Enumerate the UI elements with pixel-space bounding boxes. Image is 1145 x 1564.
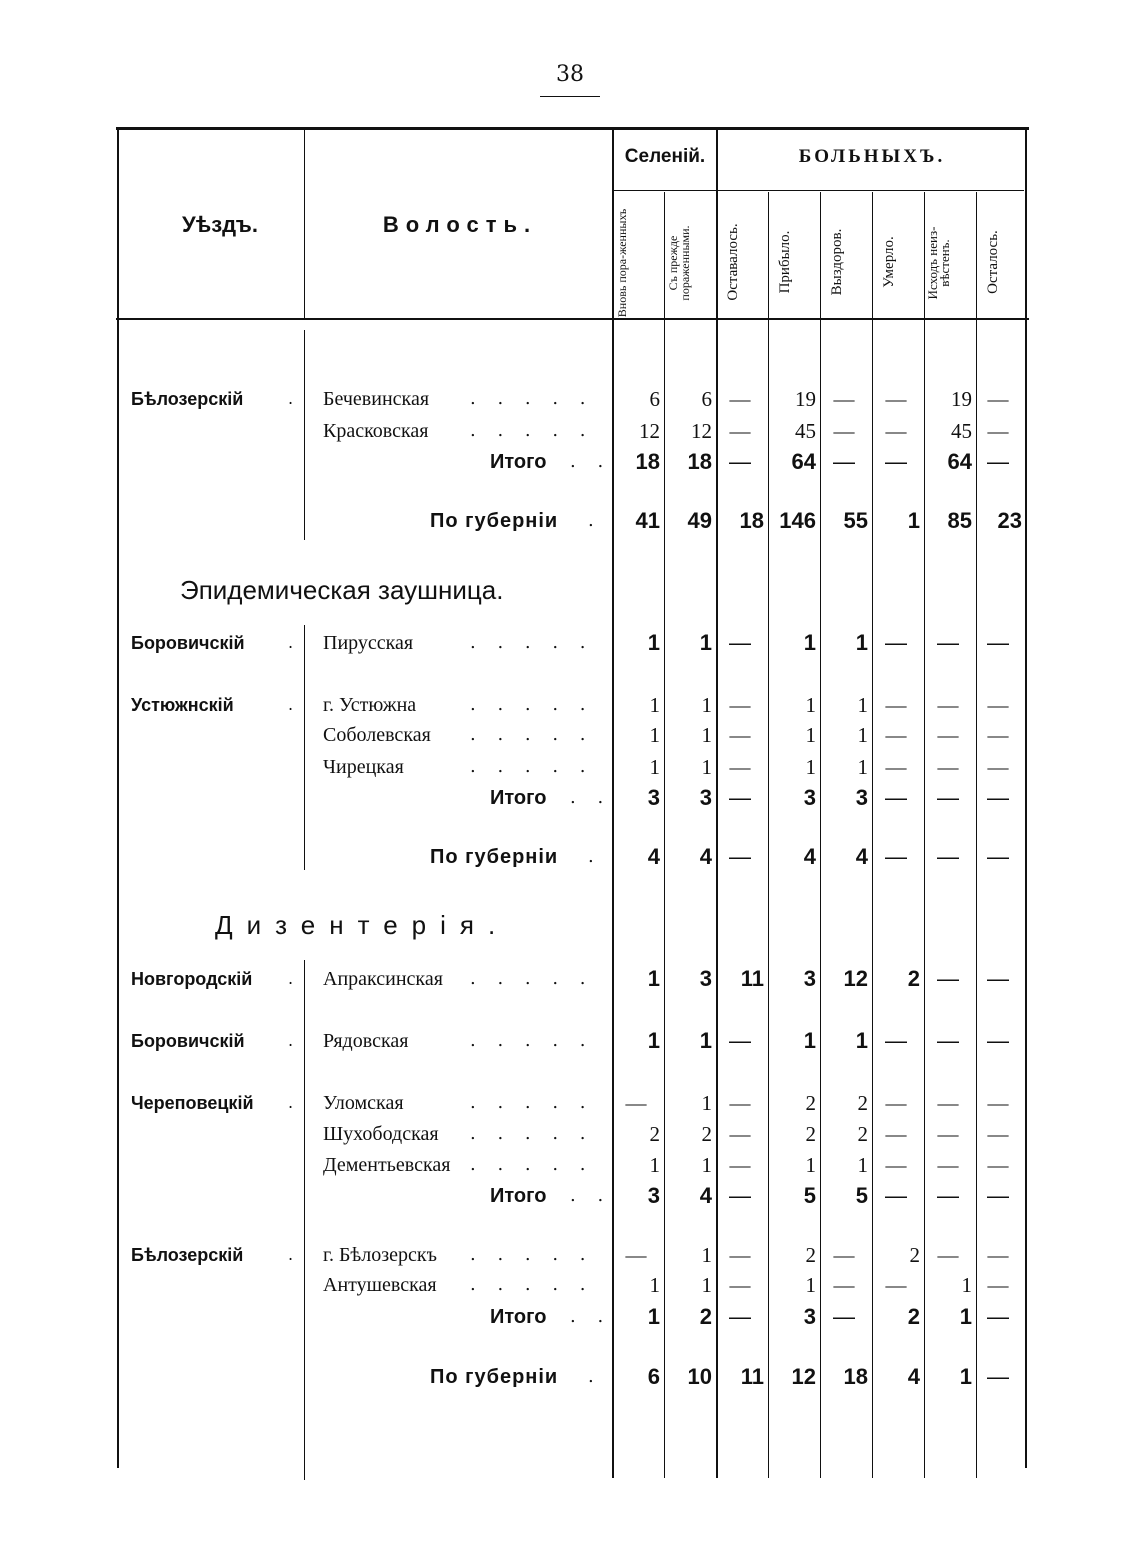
cell-value: 1: [647, 1304, 660, 1329]
cell-value: —: [987, 1243, 1009, 1267]
leader-dots: . .: [570, 1185, 612, 1206]
leader-dots: . . . . .: [470, 420, 594, 441]
cell-value: —: [729, 844, 751, 869]
cell-value: —: [987, 1122, 1009, 1146]
cell-value: 1: [699, 630, 712, 655]
table-row: [0, 752, 1145, 782]
cell-value: —: [987, 1091, 1009, 1115]
cell-value: —: [987, 844, 1009, 869]
cell-value: —: [729, 387, 751, 411]
leader-dots: . . . . .: [470, 1030, 594, 1051]
cell-value: 18: [687, 449, 712, 474]
cell-value: 1: [647, 630, 660, 655]
cell-value: —: [937, 630, 959, 655]
cell-value: —: [987, 693, 1009, 717]
cell-value: 2: [805, 1122, 816, 1146]
cell-value: —: [885, 1122, 907, 1146]
cell-value: —: [937, 966, 959, 991]
cell-value: —: [833, 387, 855, 411]
header-col-pribylo: Прибыло.: [777, 230, 793, 294]
leader-dots: .: [588, 1366, 602, 1387]
table-row: [0, 783, 1145, 813]
cell-value: 3: [803, 1304, 816, 1329]
header-volost: Волость.: [382, 212, 538, 237]
cell-value: 1: [857, 693, 868, 717]
cell-value: —: [987, 1364, 1009, 1389]
cell-value: 1: [701, 1273, 712, 1297]
cell-value: 12: [791, 1364, 816, 1389]
cell-value: —: [987, 1273, 1009, 1297]
volost-name: Рядовская: [323, 1030, 409, 1052]
itogo-label: Итого: [490, 1185, 547, 1207]
leader-dots: . .: [570, 787, 612, 808]
cell-value: 49: [687, 508, 712, 533]
cell-value: —: [987, 1183, 1009, 1208]
leader-dots: . . . . .: [470, 756, 594, 777]
table-row: [0, 447, 1145, 477]
cell-value: 1: [805, 723, 816, 747]
gubernia-total-label: По губерніи: [430, 510, 559, 532]
table-row: [0, 1181, 1145, 1211]
page-number: 38: [556, 62, 584, 87]
table-row: [0, 1270, 1145, 1300]
cell-value: —: [729, 723, 751, 747]
cell-value: —: [729, 755, 751, 779]
cell-value: —: [937, 693, 959, 717]
table-row: [0, 628, 1145, 658]
cell-value: 1: [961, 1273, 972, 1297]
header-col-vyzdorov: Выздоров.: [829, 228, 845, 296]
cell-value: 85: [947, 508, 972, 533]
cell-value: 3: [699, 785, 712, 810]
volost-name: Пирусская: [323, 632, 414, 654]
table-row: [0, 1302, 1145, 1332]
cell-value: 11: [740, 1364, 764, 1389]
cell-value: —: [987, 723, 1009, 747]
uezd-name: Боровичскій: [131, 1031, 245, 1051]
table-row: [0, 690, 1145, 720]
volost-name: Дементьевская: [323, 1154, 451, 1176]
cell-value: 3: [803, 785, 816, 810]
cell-value: —: [937, 1183, 959, 1208]
cell-value: —: [937, 844, 959, 869]
cell-value: —: [987, 755, 1009, 779]
cell-value: —: [729, 693, 751, 717]
leader-dot: .: [288, 1093, 294, 1112]
cell-value: —: [729, 1273, 751, 1297]
table-row: [0, 384, 1145, 414]
cell-value: —: [885, 693, 907, 717]
table-row: [0, 1240, 1145, 1270]
cell-value: 11: [740, 966, 764, 991]
leader-dot: .: [288, 1031, 294, 1050]
cell-value: —: [885, 1153, 907, 1177]
cell-value: 12: [639, 419, 660, 443]
leader-dots: .: [588, 846, 602, 867]
leader-dots: . . . . .: [470, 1244, 594, 1265]
uezd-volost-rule: [304, 128, 305, 318]
cell-value: —: [729, 785, 751, 810]
cell-value: —: [937, 755, 959, 779]
cell-value: —: [885, 419, 907, 443]
cell-value: —: [937, 723, 959, 747]
cell-value: 1: [805, 693, 816, 717]
cell-value: 2: [649, 1122, 660, 1146]
header-col-vnov: Вновь пора-женныхъ: [615, 208, 629, 318]
cell-value: —: [885, 1028, 907, 1053]
cell-value: 41: [635, 508, 660, 533]
cell-value: 45: [795, 419, 816, 443]
cell-value: 5: [803, 1183, 816, 1208]
cell-value: —: [987, 1304, 1009, 1329]
cell-value: 1: [857, 723, 868, 747]
table-row: [0, 506, 1145, 536]
cell-value: 1: [649, 693, 660, 717]
cell-value: 3: [803, 966, 816, 991]
cell-value: —: [987, 630, 1009, 655]
cell-value: 5: [855, 1183, 868, 1208]
header-col-iskhod: Исходъ неиз-вѣстенъ.: [925, 226, 952, 300]
cell-value: 1: [857, 755, 868, 779]
cell-value: 64: [791, 449, 816, 474]
cell-value: —: [987, 1153, 1009, 1177]
cell-value: 4: [907, 1364, 920, 1389]
cell-value: —: [987, 785, 1009, 810]
itogo-label: Итого: [490, 1306, 547, 1328]
header-col-ostalos: Осталось.: [985, 230, 1001, 294]
cell-value: —: [937, 1243, 959, 1267]
header-col-ostavalos: Оставалось.: [725, 223, 741, 301]
cell-value: —: [729, 1304, 751, 1329]
seleniy-underline: [612, 190, 716, 191]
volost-name: г. Бѣлозерскъ: [323, 1244, 437, 1266]
leader-dots: . . . . .: [470, 388, 594, 409]
cell-value: —: [987, 419, 1009, 443]
section-title-zaushnitsa: Эпидемическая заушница.: [180, 575, 504, 605]
cell-value: 1: [857, 1153, 868, 1177]
cell-value: —: [729, 1183, 751, 1208]
cell-value: 1: [855, 630, 868, 655]
cell-value: —: [885, 1183, 907, 1208]
cell-value: 2: [805, 1243, 816, 1267]
cell-value: —: [885, 755, 907, 779]
cell-value: 1: [855, 1028, 868, 1053]
cell-value: —: [833, 449, 855, 474]
leader-dots: . . . . .: [470, 632, 594, 653]
leader-dot: .: [288, 389, 294, 408]
cell-value: 19: [951, 387, 972, 411]
cell-value: 2: [907, 966, 920, 991]
cell-value: 3: [647, 785, 660, 810]
volost-name: Соболевская: [323, 724, 431, 746]
table-row: [0, 1026, 1145, 1056]
cell-value: —: [729, 630, 751, 655]
cell-value: 1: [805, 1153, 816, 1177]
table-row: [0, 1362, 1145, 1392]
cell-value: —: [937, 1122, 959, 1146]
uezd-name: Бѣлозерскій: [131, 1245, 244, 1265]
cell-value: 2: [699, 1304, 712, 1329]
cell-value: 1: [701, 755, 712, 779]
cell-value: 18: [843, 1364, 868, 1389]
cell-value: —: [885, 723, 907, 747]
header-bolnykh: БОЛЬНЫХЪ.: [798, 146, 946, 167]
cell-value: 55: [843, 508, 868, 533]
cell-value: —: [937, 1091, 959, 1115]
cell-value: 2: [909, 1243, 920, 1267]
uezd-name: Бѣлозерскій: [131, 389, 244, 409]
table-row: [0, 964, 1145, 994]
leader-dots: . .: [570, 451, 612, 472]
gubernia-total-label: По губерніи: [430, 1366, 559, 1388]
cell-value: —: [885, 1091, 907, 1115]
cell-value: —: [885, 1273, 907, 1297]
cell-value: 3: [699, 966, 712, 991]
cell-value: 2: [701, 1122, 712, 1146]
cell-value: 19: [795, 387, 816, 411]
cell-value: 1: [805, 755, 816, 779]
cell-value: 2: [857, 1091, 868, 1115]
cell-value: —: [885, 387, 907, 411]
cell-value: 1: [701, 1243, 712, 1267]
cell-value: 6: [647, 1364, 660, 1389]
itogo-label: Итого: [490, 451, 547, 473]
cell-value: 4: [647, 844, 660, 869]
uezd-name: Череповецкій: [131, 1093, 254, 1113]
cell-value: 45: [951, 419, 972, 443]
cell-value: 4: [699, 1183, 712, 1208]
cell-value: —: [833, 1304, 855, 1329]
cell-value: —: [729, 419, 751, 443]
cell-value: —: [729, 1243, 751, 1267]
cell-value: 23: [997, 508, 1022, 533]
cell-value: —: [937, 1153, 959, 1177]
cell-value: 1: [803, 1028, 816, 1053]
bolnykh-underline: [718, 190, 1024, 191]
cell-value: 3: [647, 1183, 660, 1208]
table-row: [0, 720, 1145, 750]
leader-dots: . . . . .: [470, 968, 594, 989]
cell-value: 1: [701, 1091, 712, 1115]
cell-value: 1: [647, 1028, 660, 1053]
table-row: [0, 1150, 1145, 1180]
cell-value: —: [625, 1091, 647, 1115]
cell-value: 10: [687, 1364, 712, 1389]
cell-value: 1: [649, 1273, 660, 1297]
volost-name: г. Устюжна: [323, 694, 417, 716]
table-row: [0, 1119, 1145, 1149]
cell-value: 1: [803, 630, 816, 655]
leader-dot: .: [288, 633, 294, 652]
cell-value: 1: [907, 508, 920, 533]
cell-value: —: [885, 785, 907, 810]
cell-value: 2: [907, 1304, 920, 1329]
volost-name: Шухободская: [323, 1123, 439, 1145]
leader-dots: . . . . .: [470, 1274, 594, 1295]
cell-value: 1: [649, 723, 660, 747]
gubernia-total-label: По губерніи: [430, 846, 559, 868]
cell-value: 1: [699, 1028, 712, 1053]
cell-value: 4: [699, 844, 712, 869]
uezd-name: Устюжнскій: [131, 695, 234, 715]
cell-value: 1: [701, 723, 712, 747]
leader-dot: .: [288, 1245, 294, 1264]
cell-value: 18: [739, 508, 764, 533]
cell-value: 12: [843, 966, 868, 991]
table-row: [0, 416, 1145, 446]
leader-dots: . . . . .: [470, 694, 594, 715]
cell-value: 6: [649, 387, 660, 411]
cell-value: —: [987, 449, 1009, 474]
page-number-underline: [540, 96, 600, 97]
header-col-umerlo: Умерло.: [881, 236, 897, 288]
cell-value: 6: [701, 387, 712, 411]
cell-value: 4: [803, 844, 816, 869]
itogo-label: Итого: [490, 787, 547, 809]
leader-dot: .: [288, 969, 294, 988]
cell-value: —: [833, 419, 855, 443]
volost-name: Бечевинская: [323, 388, 430, 410]
volost-name: Красковская: [323, 420, 429, 442]
cell-value: 2: [857, 1122, 868, 1146]
cell-value: 64: [947, 449, 972, 474]
table-row: [0, 842, 1145, 872]
cell-value: —: [885, 844, 907, 869]
cell-value: —: [885, 630, 907, 655]
cell-value: —: [729, 449, 751, 474]
section-title-dizenteriya: Дизентерія.: [215, 910, 510, 940]
volost-name: Уломская: [323, 1092, 404, 1114]
cell-value: —: [937, 1028, 959, 1053]
leader-dots: . . . . .: [470, 1123, 594, 1144]
leader-dots: . .: [570, 1306, 612, 1327]
leader-dots: . . . . .: [470, 1092, 594, 1113]
cell-value: 1: [805, 1273, 816, 1297]
cell-value: 1: [701, 1153, 712, 1177]
cell-value: —: [625, 1243, 647, 1267]
cell-value: 12: [691, 419, 712, 443]
volost-name: Антушевская: [323, 1274, 437, 1296]
leader-dots: .: [588, 510, 602, 531]
cell-value: —: [729, 1153, 751, 1177]
cell-value: 146: [779, 508, 816, 533]
cell-value: —: [987, 387, 1009, 411]
cell-value: 4: [855, 844, 868, 869]
cell-value: 3: [855, 785, 868, 810]
cell-value: —: [729, 1122, 751, 1146]
cell-value: —: [987, 1028, 1009, 1053]
volost-name: Апраксинская: [323, 968, 443, 990]
cell-value: —: [833, 1273, 855, 1297]
cell-value: —: [729, 1091, 751, 1115]
cell-value: 1: [959, 1364, 972, 1389]
cell-value: 1: [701, 693, 712, 717]
cell-value: —: [987, 966, 1009, 991]
header-uezd: Уѣздъ.: [182, 212, 258, 237]
table-top-rule: [116, 127, 1029, 130]
header-seleniy: Селеній.: [624, 146, 706, 167]
cell-value: —: [885, 449, 907, 474]
uezd-name: Новгородскій: [131, 969, 253, 989]
table-row: [0, 1088, 1145, 1118]
cell-value: —: [937, 785, 959, 810]
cell-value: 1: [959, 1304, 972, 1329]
leader-dots: . . . . .: [470, 1154, 594, 1175]
cell-value: —: [833, 1243, 855, 1267]
cell-value: 2: [805, 1091, 816, 1115]
cell-value: 1: [647, 966, 660, 991]
volost-name: Чирецкая: [323, 756, 404, 778]
cell-value: 18: [635, 449, 660, 474]
header-col-s-prezhde: Съ прежде пораженными.: [666, 225, 692, 301]
uezd-name: Боровичскій: [131, 633, 245, 653]
cell-value: 1: [649, 1153, 660, 1177]
leader-dots: . . . . .: [470, 724, 594, 745]
leader-dot: .: [288, 695, 294, 714]
cell-value: 1: [649, 755, 660, 779]
cell-value: —: [729, 1028, 751, 1053]
